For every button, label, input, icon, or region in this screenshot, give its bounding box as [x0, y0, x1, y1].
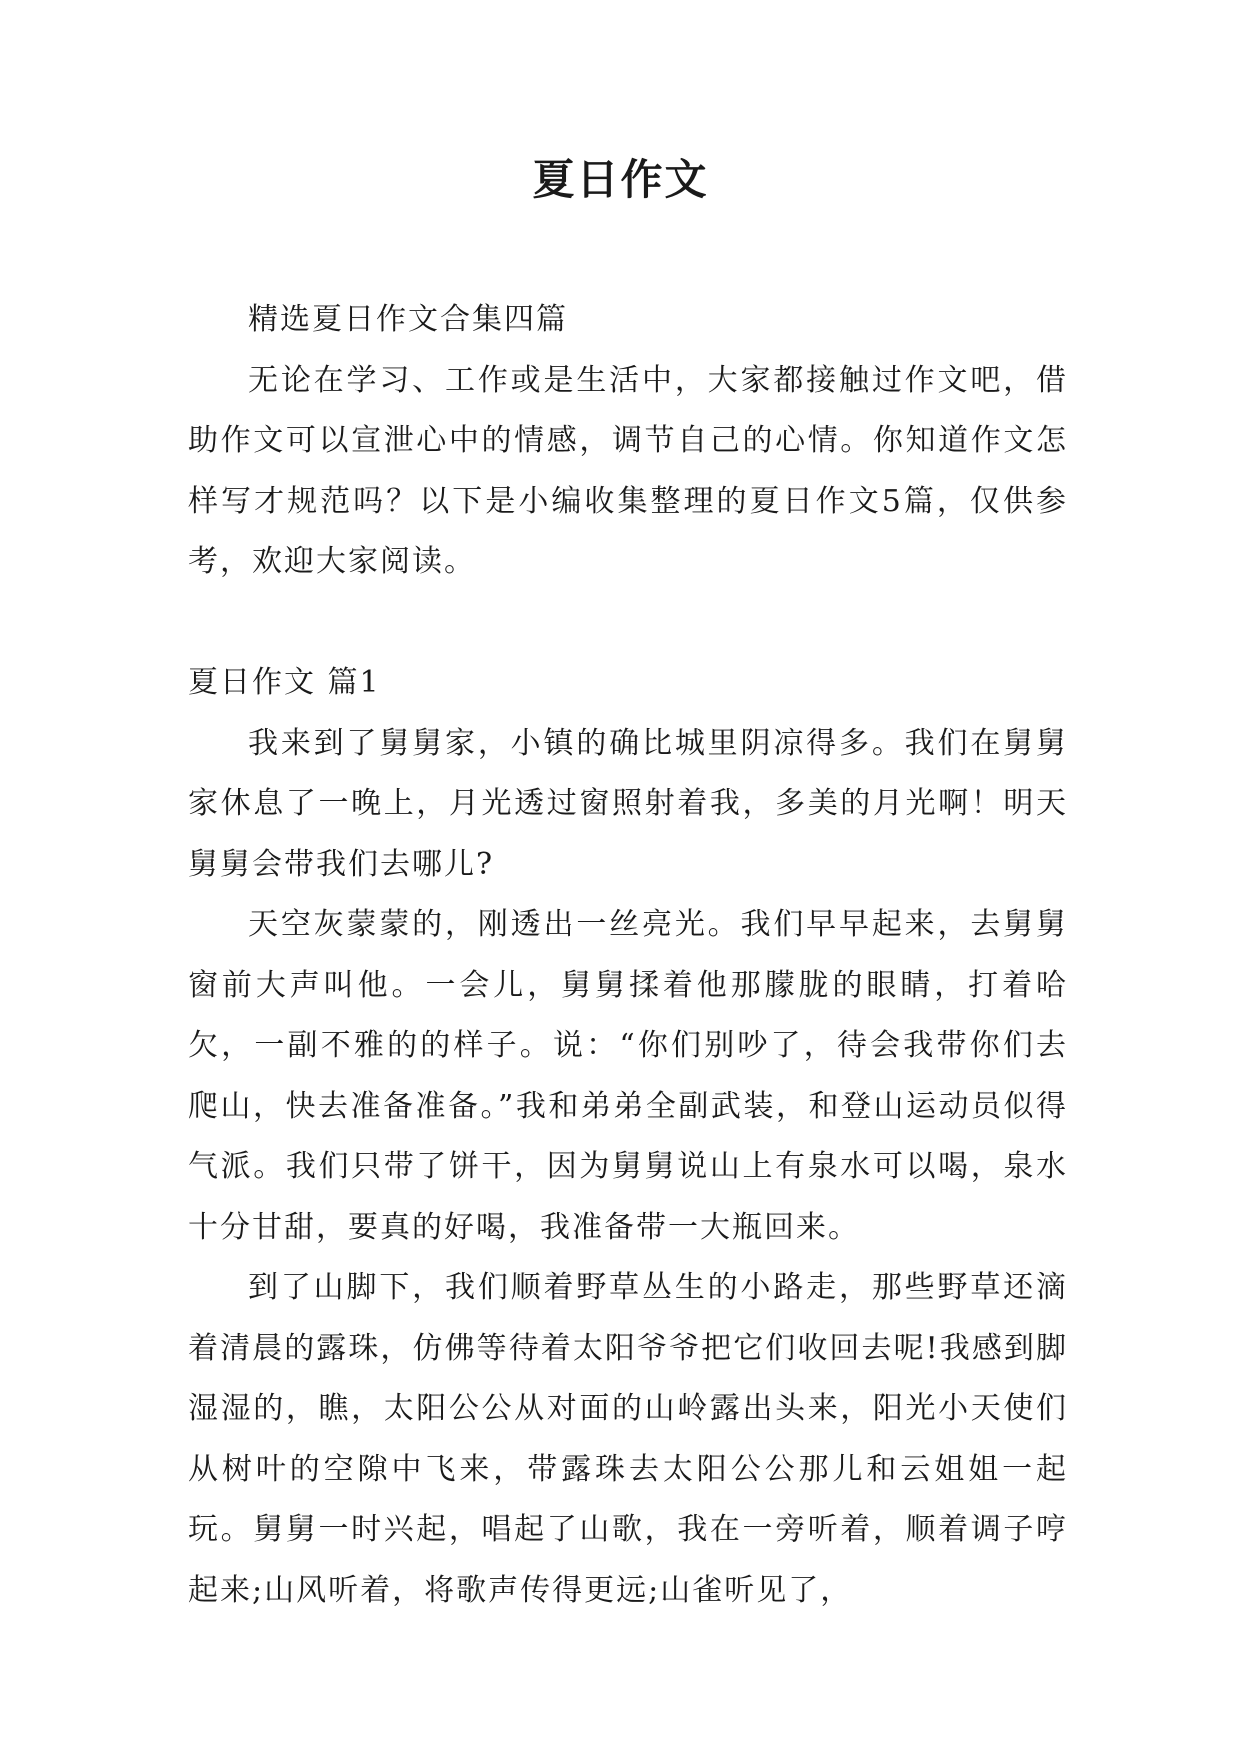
body-paragraph-3: 到了山脚下，我们顺着野草丛生的小路走，那些野草还滴着清晨的露珠，仿佛等待着太阳爷爷把它们收回去呢!我感到脚湿湿的，瞧，太阳公公从对面的山岭露出头来，阳光小天使们从树叶的空隙中飞来，带露珠去太阳公公那儿和云姐姐一起玩。舅舅一时兴起，唱起了山歌，我在一旁听着，顺着调子哼起来;山风听着，将歌声传得更远;山雀听见了， — [188, 1270, 1068, 1608]
paragraph-spacer — [188, 593, 1068, 654]
section-title: 夏日作文 篇1 — [188, 665, 381, 700]
document-body — [188, 290, 1068, 1621]
intro-paragraph: 无论在学习、工作或是生活中，大家都接触过作文吧，借助作文可以宣泄心中的情感，调节自己的心情。你知道作文怎样写才规范吗？以下是小编收集整理的夏日作文5篇，仅供参考，欢迎大家阅读。 — [188, 362, 1068, 579]
intro-heading: 精选夏日作文合集四篇 — [248, 302, 568, 337]
body-paragraph-2: 天空灰蒙蒙的，刚透出一丝亮光。我们早早起来，去舅舅窗前大声叫他。一会儿，舅舅揉着他那朦胧的眼睛，打着哈欠，一副不雅的的样子。说：“你们别吵了，待会我带你们去爬山，快去准备准备。”我和弟弟全副武装，和登山运动员似得气派。我们只带了饼干，因为舅舅说山上有泉水可以喝，泉水十分甘甜，要真的好喝，我准备带一大瓶回来。 — [188, 907, 1068, 1245]
document-title: 夏日作文 — [532, 155, 709, 204]
body-paragraph-1: 我来到了舅舅家，小镇的确比城里阴凉得多。我们在舅舅家休息了一晚上，月光透过窗照射着我，多美的月光啊！明天舅舅会带我们去哪儿? — [188, 725, 1068, 882]
